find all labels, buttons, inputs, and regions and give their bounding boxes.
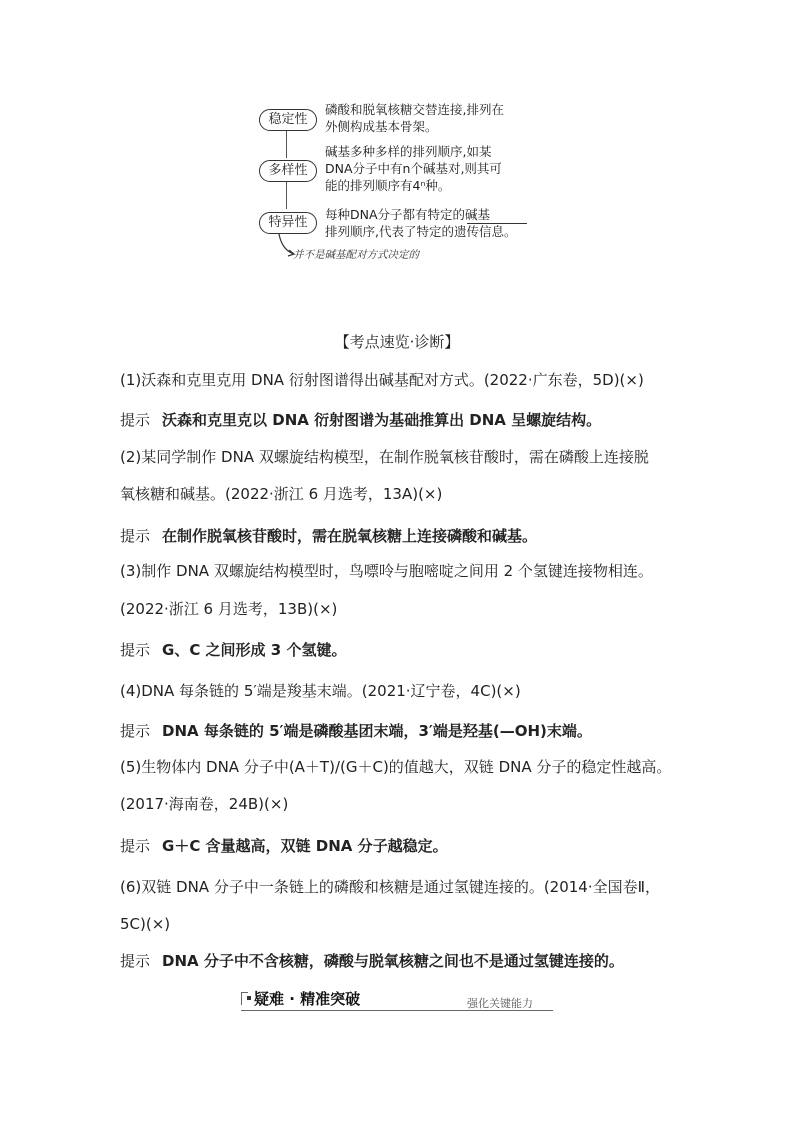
node-diversity: 多样性 <box>259 160 317 182</box>
node-stability-desc: 磷酸和脱氧核糖交替连接,排列在 外侧构成基本骨架。 <box>325 102 504 134</box>
hint-line: 提示 DNA 分子中不含核糖，磷酸与脱氧核糖之间也不是通过氢键连接的。 <box>120 952 624 970</box>
question-line: (2022·浙江 6 月选考，13B)(×) <box>120 600 338 618</box>
hint-line: 提示 G＋C 含量越高，双链 DNA 分子越稳定。 <box>120 837 448 855</box>
question-line: (3)制作 DNA 双螺旋结构模型时，鸟嘌呤与胞嘧啶之间用 2 个氢键连接物相连。 <box>120 562 653 580</box>
banner-title: 疑难 · 精准突破 <box>254 990 361 1008</box>
hint-line: 提示 在制作脱氧核苷酸时，需在脱氧核糖上连接磷酸和碱基。 <box>120 527 538 545</box>
node-specificity: 特异性 <box>259 212 317 234</box>
node-stability: 稳定性 <box>259 109 317 131</box>
question-line: (1)沃森和克里克用 DNA 衍射图谱得出碱基配对方式。(2022·广东卷，5D)(×) <box>120 371 644 389</box>
hint-line: 提示 G、C 之间形成 3 个氢键。 <box>120 641 347 659</box>
hint-line: 提示 沃森和克里克以 DNA 衍射图谱为基础推算出 DNA 呈螺旋结构。 <box>120 411 602 429</box>
node-specificity-desc: 每种DNA分子都有特定的碱基 排列顺序,代表了特定的遗传信息。 <box>325 207 517 239</box>
banner-dot <box>247 996 251 1000</box>
question-line: (6)双链 DNA 分子中一条链上的磷酸和核糖是通过氢键连接的。(2014·全国卷Ⅱ， <box>120 878 660 896</box>
banner-subtitle: 强化关键能力 <box>467 997 533 1010</box>
question-line: 5C)(×) <box>120 915 171 933</box>
question-line: (4)DNA 每条链的 5′端是羧基末端。(2021·辽宁卷，4C)(×) <box>120 682 521 700</box>
handwritten-note: 并不是碱基配对方式决定的 <box>293 249 419 261</box>
question-line: 氧核糖和碱基。(2022·浙江 6 月选考，13A)(×) <box>120 485 443 503</box>
underline-annotation <box>467 223 527 224</box>
connector-line <box>286 131 287 158</box>
question-line: (5)生物体内 DNA 分子中(A＋T)/(G＋C)的值越大，双链 DNA 分子的稳定性越高。 <box>120 758 672 776</box>
node-diversity-desc: 碱基多种多样的排列顺序,如某 DNA分子中有n个碱基对,则其可 能的排列顺序有4ⁿ种。 <box>325 144 502 193</box>
connector-line <box>286 182 287 209</box>
question-line: (2)某同学制作 DNA 双螺旋结构模型，在制作脱氧核苷酸时，需在磷酸上连接脱 <box>120 448 649 466</box>
question-line: (2017·海南卷，24B)(×) <box>120 795 289 813</box>
hint-line: 提示 DNA 每条链的 5′端是磷酸基团末端，3′端是羟基(—OH)末端。 <box>120 722 592 740</box>
section-title: 【考点速览·诊断】 <box>334 333 460 351</box>
